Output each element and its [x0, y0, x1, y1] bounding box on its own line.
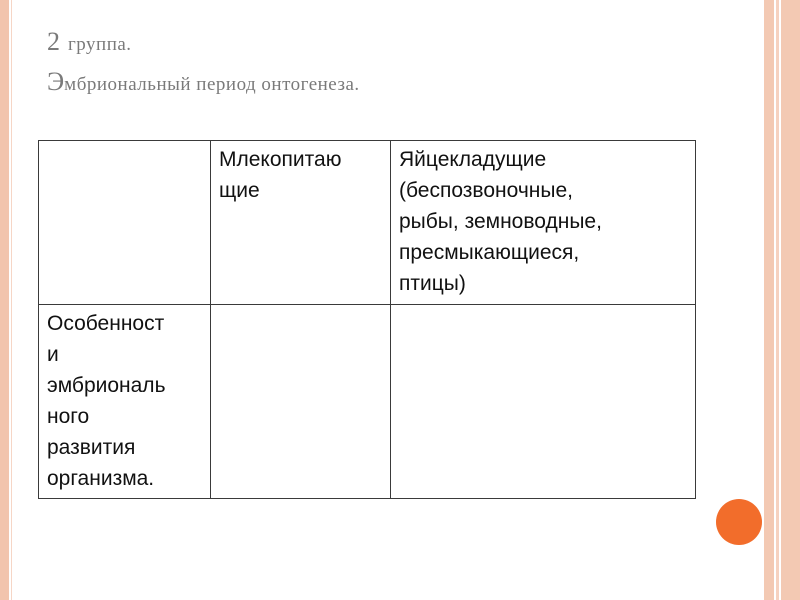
table-cell-mammals-features[interactable]	[211, 305, 391, 499]
left-border-strip	[0, 0, 9, 600]
title-group-number: 2	[47, 27, 60, 56]
egg-laying-label-line: рыбы, земноводные,	[399, 210, 602, 233]
right-border-band-outer	[781, 0, 800, 600]
egg-laying-label-line: (беспозвоночные,	[399, 179, 573, 202]
slide-title	[47, 22, 360, 102]
egg-laying-label-line: птицы)	[399, 272, 466, 295]
right-border-band	[764, 0, 774, 600]
right-border-band-thin	[776, 0, 779, 600]
egg-laying-label-line: Яйцекладущие	[399, 148, 547, 171]
title-group-word: группа.	[68, 34, 132, 55]
table-cell-empty-corner[interactable]	[39, 141, 211, 305]
table-header-mammals[interactable]	[211, 141, 391, 305]
orange-circle-decoration	[716, 499, 762, 545]
title-initial-letter: Э	[47, 67, 65, 96]
table-header-egg-laying[interactable]	[391, 141, 696, 305]
comparison-table	[38, 140, 696, 499]
title-line-1	[47, 22, 360, 62]
mammals-label-line: щие	[219, 179, 260, 202]
title-line-2	[47, 62, 360, 102]
mammals-label-line: Млекопитаю	[219, 148, 342, 171]
features-label-line: эмбриональ	[47, 374, 166, 397]
features-label-line: развития	[47, 436, 136, 459]
table-header-row	[39, 141, 696, 305]
egg-laying-label-line: пресмыкающиеся,	[399, 241, 580, 264]
table-row-label-features[interactable]	[39, 305, 211, 499]
features-label-line: ного	[47, 405, 90, 428]
title-period-text: мбриональный период онтогенеза.	[64, 74, 360, 95]
table-row	[39, 305, 696, 499]
table-cell-egg-laying-features[interactable]	[391, 305, 696, 499]
features-label-line: Особенност	[47, 312, 165, 335]
features-label-line: организма.	[47, 467, 155, 490]
features-label-line: и	[47, 343, 59, 366]
left-border-line	[11, 0, 12, 600]
